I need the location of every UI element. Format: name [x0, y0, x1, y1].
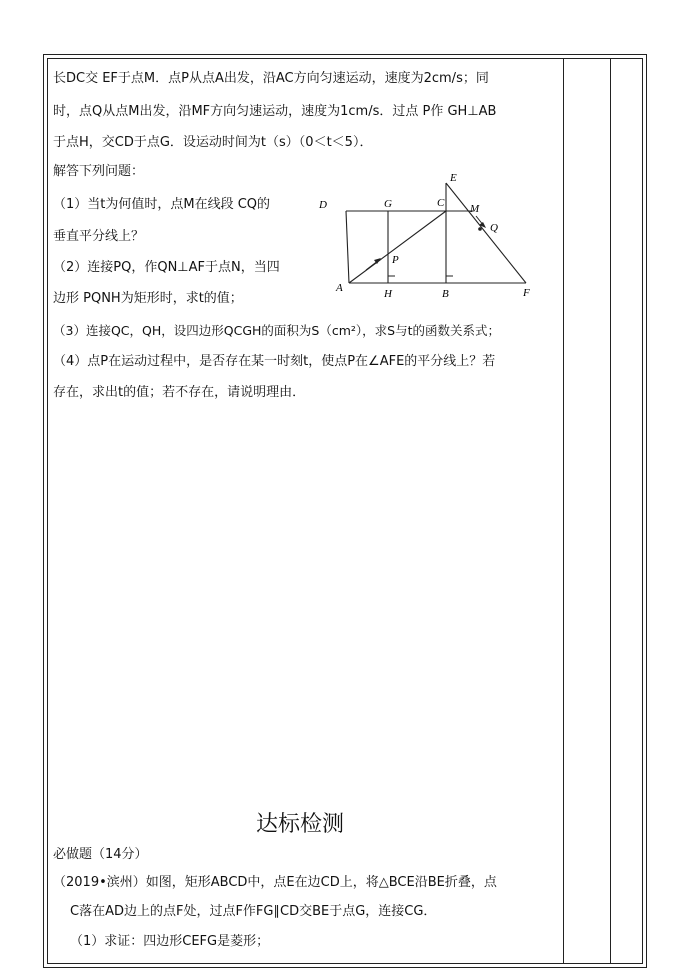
- example-line-1: （2019•滨州）如图，矩形ABCD中，点E在边CD上，将△BCE沿BE折叠，点: [53, 875, 497, 890]
- label-E: E: [450, 172, 457, 184]
- label-D: D: [319, 199, 327, 211]
- problem-line-1: 长DC交 EF于点M．点P从点A出发，沿AC方向匀速运动，速度为2cm/s；同: [53, 71, 489, 86]
- label-A: A: [336, 282, 343, 294]
- label-F: F: [523, 287, 530, 299]
- example-line-3: （1）求证：四边形CEFG是菱形；: [70, 934, 270, 949]
- question-1b: 垂直平分线上？: [53, 229, 145, 244]
- question-4a: （4）点P在运动过程中，是否存在某一时刻t，使点P在∠AFE的平分线上？若: [53, 354, 496, 369]
- section-title: 达标检测: [255, 812, 344, 837]
- question-2a: （2）连接PQ，作QN⊥AF于点N，当四: [53, 260, 280, 275]
- question-4b: 存在，求出t的值；若不存在，请说明理由．: [53, 385, 306, 400]
- label-G: G: [384, 198, 392, 210]
- problem-line-3: 于点H，交CD于点G．设运动时间为t（s）（0＜t＜5）．: [53, 135, 373, 150]
- label-M: M: [470, 203, 480, 215]
- column-divider-right: [610, 58, 611, 964]
- question-2b: 边形 PQNH为矩形时，求t的值；: [53, 291, 243, 306]
- geometry-figure: [310, 170, 540, 300]
- label-H: H: [384, 288, 392, 300]
- example-line-2: C落在AD边上的点F处，过点F作FG∥CD交BE于点G，连接CG．: [70, 904, 437, 919]
- label-Q: Q: [490, 222, 498, 234]
- question-1a: （1）当t为何值时，点M在线段 CQ的: [53, 197, 271, 212]
- problem-line-2: 时，点Q从点M出发，沿MF方向匀速运动，速度为1cm/s．过点 P作 GH⊥AB: [53, 104, 497, 119]
- problem-line-4: 解答下列问题：: [53, 164, 145, 179]
- label-B: B: [442, 288, 449, 300]
- required-heading: 必做题（14分）: [53, 847, 148, 862]
- label-P: P: [392, 254, 399, 266]
- question-3: （3）连接QC，QH，设四边形QCGH的面积为S（cm²），求S与t的函数关系式；: [53, 323, 500, 338]
- label-C: C: [437, 197, 445, 209]
